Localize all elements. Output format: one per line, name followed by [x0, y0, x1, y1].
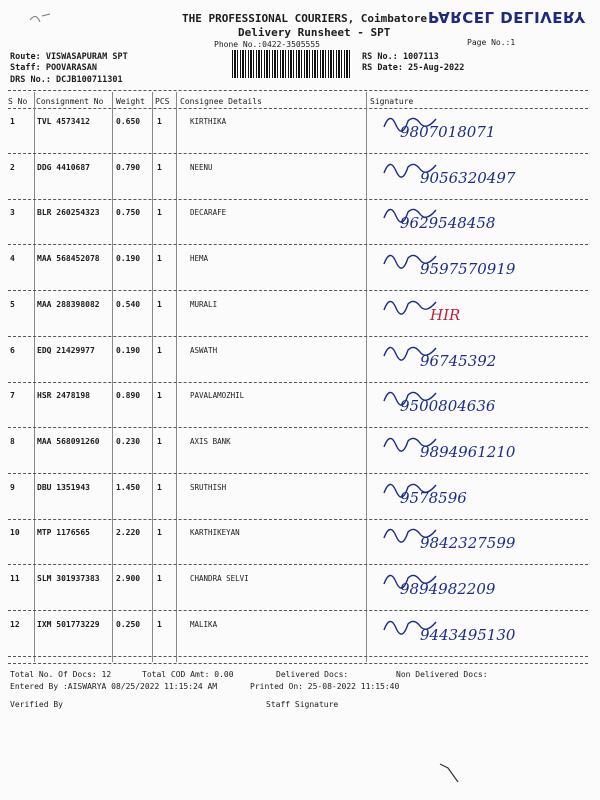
- row-pcs: 1: [157, 254, 162, 264]
- row-weight: 0.230: [116, 436, 141, 446]
- rs-number: RS No.: 1007113: [362, 52, 439, 62]
- row-consignment: MAA 568452078: [37, 254, 100, 264]
- entered-by: Entered By :AISWARYA 08/25/2022 11:15:24 AM: [10, 682, 218, 691]
- row-consignee-name: NEENU: [190, 162, 213, 172]
- row-rule: [8, 564, 588, 565]
- column-divider: [152, 92, 153, 662]
- row-pcs: 1: [157, 117, 162, 126]
- row-pcs: 1: [157, 528, 162, 538]
- parcel-delivery-stamp: PARCEL DELIVERY: [428, 8, 586, 26]
- row-consignee-name: MALIKA: [190, 619, 218, 629]
- row-weight: 0.790: [116, 162, 141, 172]
- row-weight: 2.220: [116, 528, 141, 538]
- row-sno: 7: [10, 391, 15, 401]
- row-consignee-name: KARTHIKEYAN: [190, 528, 240, 538]
- pen-mark-icon: [28, 8, 58, 28]
- row-weight: 0.540: [116, 299, 141, 309]
- handwritten-signature: 9629548458: [400, 214, 496, 233]
- row-sno: 9: [10, 482, 15, 492]
- row-consignment: MAA 288398082: [37, 299, 100, 309]
- page-number: Page No.:1: [467, 38, 516, 47]
- row-weight: 0.190: [116, 345, 141, 355]
- row-weight: 0.750: [116, 208, 141, 218]
- row-rule: [8, 473, 588, 474]
- total-docs: Total No. Of Docs: 12: [10, 670, 112, 679]
- row-weight: 0.650: [116, 117, 141, 126]
- row-sno: 1: [10, 117, 15, 126]
- drs-number: DRS No.: DCJB100711301: [10, 75, 123, 85]
- row-consignment: BLR 260254323: [37, 208, 100, 218]
- row-rule: [8, 290, 588, 291]
- col-header-weight: Weight: [116, 97, 145, 106]
- route-label: Route: VISWASAPURAM SPT: [10, 52, 128, 62]
- row-consignment: EDQ 21429977: [37, 345, 95, 355]
- col-header-signature: Signature: [370, 97, 414, 106]
- handwritten-signature: 9443495130: [420, 625, 516, 644]
- row-rule: [8, 199, 588, 200]
- handwritten-signature: 9842327599: [420, 534, 516, 553]
- handwritten-signature: 9597570919: [420, 260, 516, 279]
- row-pcs: 1: [157, 345, 162, 355]
- company-title: THE PROFESSIONAL COURIERS, Coimbatore: [182, 12, 428, 25]
- row-consignment: MTP 1176565: [37, 528, 90, 538]
- printed-on: Printed On: 25-08-2022 11:15:40: [250, 682, 400, 691]
- row-consignee-name: AXIS BANK: [190, 436, 231, 446]
- col-header-consignment: Consignment No: [36, 97, 104, 106]
- row-consignee-name: CHANDRA SELVI: [190, 574, 249, 583]
- row-sno: 2: [10, 162, 15, 172]
- handwritten-signature: 9894961210: [420, 442, 516, 461]
- handwritten-signature: 9056320497: [420, 168, 516, 187]
- row-sno: 6: [10, 345, 15, 355]
- row-rule: [8, 610, 588, 611]
- row-consignment: IXM 501773229: [37, 619, 100, 629]
- staff-label: Staff: POOVARASAN: [10, 63, 97, 73]
- col-header-pcs: PCS: [155, 97, 170, 106]
- column-divider: [112, 92, 113, 662]
- pen-mark-icon: [436, 758, 466, 788]
- row-consignment: SLM 301937383: [37, 574, 100, 583]
- column-divider: [34, 92, 35, 662]
- row-sno: 4: [10, 254, 15, 264]
- row-consignee-name: SRUTHISH: [190, 482, 227, 492]
- handwritten-signature: 9500804636: [400, 397, 496, 416]
- row-pcs: 1: [157, 619, 162, 629]
- handwritten-signature: 9578596: [400, 488, 467, 507]
- row-consignee-name: HEMA: [190, 254, 209, 264]
- row-pcs: 1: [157, 162, 162, 172]
- col-header-sno: S No: [8, 97, 28, 106]
- total-cod: Total COD Amt: 0.00: [142, 670, 234, 679]
- barcode: [232, 50, 352, 78]
- row-consignment: DDG 4410687: [37, 162, 90, 172]
- row-consignee-name: PAVALAMOZHIL: [190, 391, 245, 401]
- header-rule-bottom: [8, 108, 588, 109]
- row-weight: 0.250: [116, 619, 141, 629]
- row-consignment: HSR 2478198: [37, 391, 90, 401]
- row-weight: 0.890: [116, 391, 141, 401]
- row-consignee-name: ASWATH: [190, 345, 218, 355]
- header-rule: [8, 90, 588, 91]
- row-pcs: 1: [157, 574, 162, 583]
- phone-number: Phone No.:0422-3505555: [214, 40, 320, 49]
- row-sno: 11: [10, 574, 20, 583]
- row-sno: 8: [10, 436, 15, 446]
- row-consignee-name: DECARAFE: [190, 208, 227, 218]
- row-sno: 5: [10, 299, 15, 309]
- row-pcs: 1: [157, 391, 162, 401]
- row-pcs: 1: [157, 482, 162, 492]
- staff-signature: Staff Signature: [266, 700, 339, 709]
- row-rule: [8, 427, 588, 428]
- rs-date: RS Date: 25-Aug-2022: [362, 63, 465, 73]
- row-consignee-name: KIRTHIKA: [190, 117, 227, 126]
- row-consignee-name: MURALI: [190, 299, 218, 309]
- row-sno: 10: [10, 528, 20, 538]
- row-rule: [8, 244, 588, 245]
- row-pcs: 1: [157, 436, 162, 446]
- handwritten-signature: 96745392: [420, 351, 497, 370]
- row-weight: 1.450: [116, 482, 141, 492]
- row-consignment: MAA 568091260: [37, 436, 100, 446]
- column-divider: [176, 92, 177, 662]
- handwritten-signature: 9894982209: [400, 580, 496, 598]
- column-divider: [366, 92, 367, 662]
- row-rule: [8, 153, 588, 154]
- non-delivered-docs: Non Delivered Docs:: [396, 670, 488, 679]
- row-rule: [8, 656, 588, 657]
- row-sno: 3: [10, 208, 15, 218]
- handwritten-signature: HIR: [430, 305, 461, 324]
- row-rule: [8, 336, 588, 337]
- row-consignment: TVL 4573412: [37, 117, 90, 126]
- row-weight: 0.190: [116, 254, 141, 264]
- col-header-details: Consignee Details: [180, 97, 262, 106]
- row-weight: 2.900: [116, 574, 141, 583]
- row-sno: 12: [10, 619, 20, 629]
- row-pcs: 1: [157, 208, 162, 218]
- row-rule: [8, 519, 588, 520]
- delivered-docs: Delivered Docs:: [276, 670, 349, 679]
- footer-rule: [8, 663, 588, 664]
- runsheet-title: Delivery Runsheet - SPT: [238, 26, 391, 39]
- verified-by: Verified By: [10, 700, 63, 709]
- row-rule: [8, 382, 588, 383]
- row-pcs: 1: [157, 299, 162, 309]
- row-consignment: DBU 1351943: [37, 482, 90, 492]
- handwritten-signature: 9807018071: [400, 123, 496, 141]
